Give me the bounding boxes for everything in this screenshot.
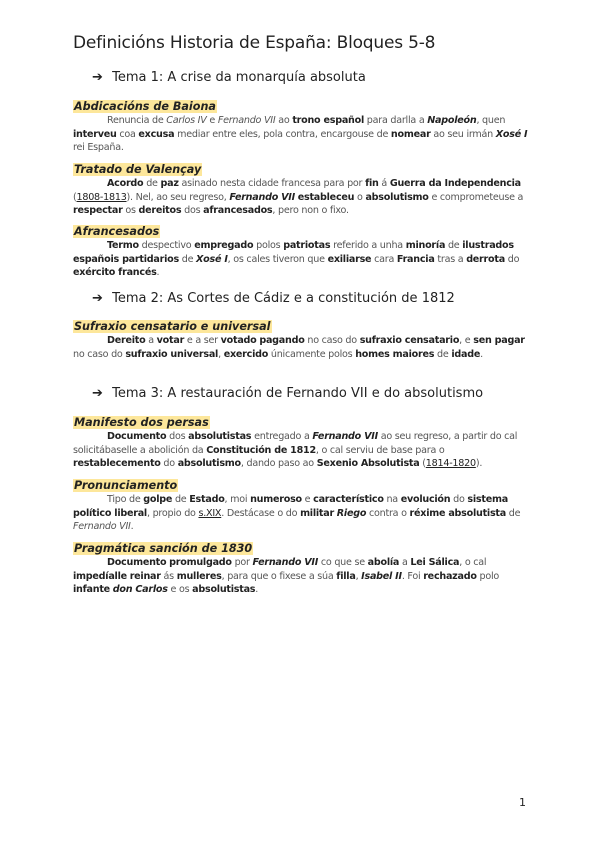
- text-run: Documento: [107, 431, 167, 442]
- text-run: estableceu: [297, 191, 355, 203]
- term-definition: [73, 334, 529, 361]
- text-run: absolutismo: [365, 191, 429, 203]
- text-run: mediar entre eles, pola contra, encargouse de: [174, 128, 391, 140]
- text-run: Xosé I: [495, 128, 528, 140]
- text-run: exército francés: [73, 267, 157, 279]
- term-heading: Tratado de Valençay: [74, 163, 202, 176]
- section-label: Tema 1: A crise da monarquía absoluta: [112, 70, 366, 85]
- text-run: coa: [116, 128, 139, 140]
- text-run: Fernando VII: [252, 557, 319, 568]
- text-run: .: [156, 267, 160, 279]
- text-run: filla: [336, 570, 356, 582]
- text-run: infante: [73, 584, 110, 596]
- text-run: 1814-1820: [425, 458, 476, 470]
- text-run: co que se: [318, 557, 368, 568]
- text-run: , e: [459, 335, 474, 346]
- text-run: tras a: [434, 253, 467, 265]
- text-run: idade: [451, 348, 481, 360]
- text-run: e: [206, 115, 218, 126]
- text-run: entregado a: [251, 431, 313, 442]
- text-run: respectar: [73, 205, 123, 217]
- text-run: exercido: [223, 348, 269, 360]
- text-run: Fernando VII: [73, 521, 131, 533]
- text-run: excusa: [138, 128, 175, 140]
- text-run: e os: [167, 584, 193, 596]
- text-run: Sexenio Absolutista: [316, 458, 420, 470]
- text-run: no caso do: [304, 335, 360, 346]
- text-run: , pero non o fixo.: [272, 205, 349, 217]
- text-run: , os cales tiveron que: [227, 253, 328, 265]
- text-run: don Carlos: [112, 584, 168, 596]
- text-run: (: [419, 458, 426, 470]
- text-run: de: [143, 178, 161, 189]
- text-run: do: [450, 494, 468, 505]
- text-run: do: [160, 458, 178, 470]
- text-run: reinar: [129, 570, 161, 582]
- section-heading-tema-1: [92, 70, 366, 85]
- text-run: , propio do: [146, 507, 199, 519]
- term-definition: [73, 114, 529, 155]
- text-run: no caso do: [73, 348, 126, 360]
- text-run: (: [73, 191, 77, 203]
- text-run: .: [130, 521, 134, 533]
- text-run: polo: [476, 570, 499, 582]
- text-run: á: [378, 178, 390, 189]
- text-run: , moi: [224, 494, 251, 505]
- text-run: sen pagar: [473, 335, 525, 346]
- text-run: sufraxio universal: [125, 348, 219, 360]
- text-run: paz: [160, 178, 179, 189]
- text-run: abolía: [367, 557, 400, 568]
- text-run: s.XIX: [198, 507, 222, 519]
- text-run: Documento: [107, 557, 167, 568]
- term-heading: Afrancesados: [74, 225, 160, 238]
- term-definition: [73, 556, 529, 597]
- section-label: Tema 2: As Cortes de Cádiz e a constitución de 1812: [112, 291, 455, 306]
- term-definition: [73, 493, 529, 534]
- text-run: , o cal: [459, 557, 487, 568]
- text-run: votar: [156, 335, 185, 346]
- text-run: pagando: [259, 335, 305, 346]
- text-run: de: [505, 507, 521, 519]
- text-run: rechazado: [423, 570, 477, 582]
- text-run: numeroso: [250, 494, 302, 505]
- text-run: fin: [365, 178, 379, 189]
- text-run: , para que o fixese a súa: [221, 570, 337, 582]
- text-run: Termo: [107, 240, 139, 251]
- text-run: de: [434, 348, 452, 360]
- text-run: patriotas: [283, 240, 331, 251]
- text-run: ,: [355, 570, 362, 582]
- term-heading: Pragmática sanción de 1830: [74, 542, 253, 555]
- text-run: réxime absolutista: [409, 507, 506, 519]
- text-run: ,: [218, 348, 224, 360]
- text-run: ao: [275, 115, 293, 126]
- section-heading-tema-2: [92, 291, 455, 306]
- text-run: 1808-1813: [76, 191, 127, 203]
- text-run: referido a unha: [330, 240, 406, 251]
- text-run: . Destácase o do: [221, 507, 301, 519]
- text-run: evolución: [400, 494, 451, 505]
- text-run: Riego: [336, 507, 367, 519]
- term-heading: Sufraxio censatario e universal: [74, 320, 271, 333]
- text-run: dos: [166, 431, 189, 442]
- text-run: sistema político liberal: [73, 494, 508, 519]
- text-run: Isabel II: [361, 570, 402, 582]
- text-run: Francia: [396, 253, 435, 265]
- text-run: minoría: [405, 240, 446, 251]
- arrow-icon: ➔: [92, 291, 103, 306]
- text-run: , o cal serviu de base para o: [315, 444, 445, 456]
- text-run: asinado nesta cidade francesa para por: [178, 178, 366, 189]
- text-run: exiliarse: [327, 253, 372, 265]
- term-heading: Abdicacións de Baiona: [74, 100, 216, 113]
- text-run: ao seu regreso, a partir do cal solicitábaselle a abolición da: [73, 431, 518, 456]
- term-heading: Manifesto dos persas: [74, 416, 209, 429]
- text-run: despectivo: [138, 240, 195, 251]
- text-run: e a ser: [184, 335, 221, 346]
- text-run: .: [255, 584, 259, 596]
- text-run: por: [231, 557, 253, 568]
- text-run: Constitución de 1812: [206, 444, 316, 456]
- text-run: Lei Sálica: [410, 557, 460, 568]
- text-run: absolutistas: [192, 584, 256, 596]
- text-run: ilustrados españois partidarios: [73, 240, 514, 265]
- text-run: o: [354, 191, 366, 203]
- text-run: absolutismo: [177, 458, 241, 470]
- text-run: na: [383, 494, 401, 505]
- text-run: Carlos IV: [166, 115, 207, 126]
- text-run: Dereito: [107, 335, 146, 346]
- text-run: mulleres: [176, 570, 222, 582]
- text-run: polos: [253, 240, 284, 251]
- text-run: dos: [181, 205, 204, 217]
- text-run: , dando paso ao: [240, 458, 317, 470]
- text-run: Fernando VII: [229, 191, 295, 203]
- text-run: absolutistas: [188, 431, 252, 442]
- text-run: Estado: [189, 494, 225, 505]
- text-run: golpe: [143, 494, 173, 505]
- text-run: de: [172, 494, 190, 505]
- text-run: Fernando VII: [312, 431, 378, 442]
- text-run: promulgado: [169, 557, 232, 568]
- text-run: Tipo de: [107, 494, 144, 505]
- text-run: restablecemento: [73, 458, 161, 470]
- text-run: ).: [475, 458, 483, 470]
- text-run: homes maiores: [355, 348, 435, 360]
- text-run: votado: [220, 335, 257, 346]
- text-run: .: [480, 348, 483, 360]
- text-run: cara: [371, 253, 397, 265]
- text-run: e: [301, 494, 314, 505]
- text-run: únicamente polos: [268, 348, 356, 360]
- text-run: rei España.: [73, 142, 124, 154]
- text-run: interveu: [73, 128, 117, 140]
- text-run: e comprometeuse a: [428, 191, 524, 203]
- page-title: Definicións Historia de España: Bloques 5-8: [73, 33, 436, 53]
- text-run: Napoleón: [427, 115, 477, 126]
- text-run: os: [122, 205, 139, 217]
- text-run: para darlla a: [364, 115, 428, 126]
- text-run: militar: [300, 507, 334, 519]
- text-run: trono español: [292, 115, 364, 126]
- text-run: ). Nel, ao seu regreso,: [126, 191, 230, 203]
- term-definition: [73, 430, 529, 471]
- section-label: Tema 3: A restauración de Fernando VII e do absolutismo: [112, 386, 484, 401]
- text-run: de: [445, 240, 463, 251]
- text-run: a: [145, 335, 157, 346]
- text-run: característico: [313, 494, 384, 505]
- text-run: do: [504, 253, 520, 265]
- text-run: de: [178, 253, 197, 265]
- arrow-icon: ➔: [92, 70, 103, 85]
- text-run: Guerra da Independencia: [389, 178, 521, 189]
- term-heading: Pronunciamento: [74, 479, 178, 492]
- term-definition: [73, 239, 529, 280]
- text-run: Fernando VII: [217, 115, 276, 126]
- term-definition: [73, 177, 529, 218]
- text-run: empregado: [194, 240, 254, 251]
- text-run: Xosé I: [196, 253, 228, 265]
- text-run: sufraxio censatario: [359, 335, 460, 346]
- text-run: Renuncia de: [107, 115, 167, 126]
- text-run: , quen: [476, 115, 506, 126]
- section-heading-tema-3: [92, 386, 483, 401]
- text-run: afrancesados: [203, 205, 273, 217]
- arrow-icon: ➔: [92, 386, 103, 401]
- text-run: . Foi: [401, 570, 424, 582]
- text-run: a: [399, 557, 411, 568]
- text-run: nomear: [390, 128, 431, 140]
- text-run: contra o: [366, 507, 410, 519]
- text-run: dereitos: [138, 205, 182, 217]
- text-run: impedíalle: [73, 570, 127, 582]
- text-run: ao seu irmán: [430, 128, 496, 140]
- text-run: derrota: [466, 253, 505, 265]
- text-run: Acordo: [107, 178, 144, 189]
- page-number: 1: [519, 796, 526, 809]
- text-run: ás: [160, 570, 177, 582]
